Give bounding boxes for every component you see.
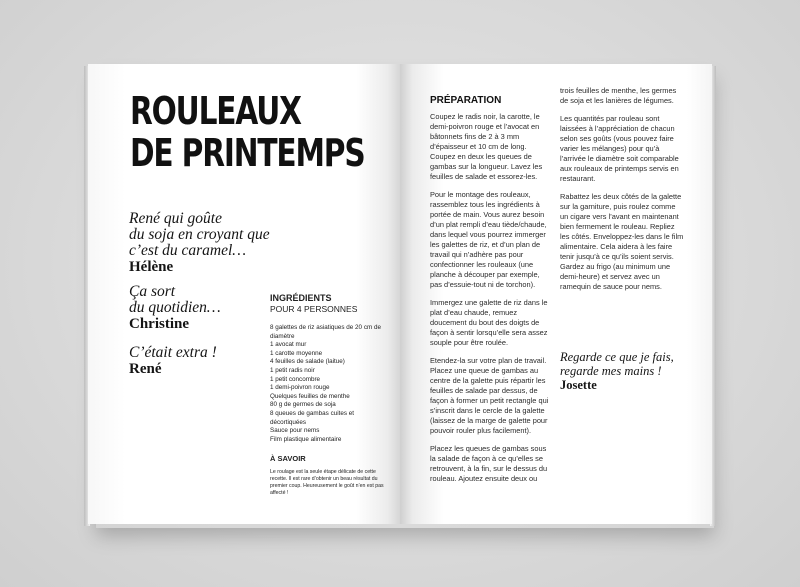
ingredient-item: 1 carotte moyenne (270, 349, 323, 357)
ingredients-heading: INGRÉDIENTS (270, 293, 332, 303)
tip-text: Le roulage est la seule étape délicate de cette recette. Il est rare d’obtenir un beau résultat du premier coup. Heureusement le goût n’en est pas affecté ! (270, 469, 384, 497)
title-line-2: DE PRINTEMPS (130, 131, 365, 175)
preparation-heading: PRÉPARATION (430, 95, 502, 106)
title-line-1: ROULEAUX (130, 89, 301, 133)
preparation-paragraph: Placez les queues de gambas sous la salade de façon à ce qu’elles se retrouvent, à la fin, sur le dessus du rouleau. Ajoutez ensuite deux ou (430, 444, 548, 483)
quote-line: Ça sort (129, 283, 176, 300)
preparation-paragraph: Les quantités par rouleau sont laissées à l’appréciation de chacun selon ses goûts (vous pouvez faire varier les mélanges) pour qu’à l’arrivée le diamètre soit comparable aux rouleaux de printemps servis en restaurant. (560, 114, 679, 183)
ingredient-item: 80 g de germes de soja (270, 401, 336, 409)
quote-author: René (129, 361, 162, 377)
quote-author: Josette (560, 378, 597, 392)
ingredients-servings: POUR 4 PERSONNES (270, 304, 358, 314)
ingredient-item: Quelques feuilles de menthe (270, 392, 350, 400)
ingredient-item: 4 feuilles de salade (laitue) (270, 358, 345, 366)
quote-helene (129, 211, 270, 276)
quote-rene (129, 345, 217, 378)
ingredient-item: 1 avocat mur (270, 341, 307, 349)
preparation-paragraph: Pour le montage des rouleaux, rassemblez tous les ingrédients à portée de main. Vous aurez besoin d’un plat rempli d’eau tiède/chaude, dans lequel vous pourrez immerger les galettes de riz, et d’un plan de travail qui n’adhère pas pour confectionner les rouleaux (une planche à découper par exemple, pas d’essuie-tout ni de torchon). (430, 190, 547, 289)
right-page (400, 64, 712, 524)
preparation-paragraph: Rabattez les deux côtés de la galette sur la garniture, puis roulez comme un cigare vers l’avant en maintenant bien fermement le rouleau. Repliez les côtés. Enveloppez-les dans le film alimentaire. Cela aidera à les faire tenir jusqu’à ce qu’ils soient servis. Gardez au frigo (au minimum une demi-heure) et servez avec un ramequin de sauce pour nems. (560, 192, 684, 291)
preparation-paragraph: Etendez-la sur votre plan de travail. Placez une queue de gambas au centre de la galette puis répartir les feuilles de salade par dessus, de façon à former un petit rectangle qui s’inscrit dans le cercle de la galette (laissez de la marge de galette pour pouvoir rouler plus facilement). (430, 356, 549, 435)
quote-line: Regarde ce que je fais, (560, 350, 674, 364)
preparation-column-1 (430, 112, 550, 492)
preparation-paragraph: Immergez une galette de riz dans le plat d’eau chaude, remuez doucement du bout des doigts de façon à sentir lorsqu’elle sera assez souple pour être roulée. (430, 298, 548, 347)
ingredient-item: Film plastique alimentaire (270, 435, 342, 443)
ingredient-item: Sauce pour nems (270, 427, 320, 435)
quote-line: du soja en croyant que (129, 226, 270, 243)
quote-josette (560, 350, 674, 393)
tip-heading: À SAVOIR (270, 454, 306, 464)
ingredient-item: 1 petit concombre (270, 375, 321, 383)
preparation-column-2 (560, 86, 685, 300)
quote-line: René qui goûte (129, 210, 222, 227)
quote-author: Hélène (129, 259, 174, 275)
preparation-paragraph: trois feuilles de menthe, les germes de soja et les lanières de légumes. (560, 86, 677, 105)
ingredient-item: 8 galettes de riz asiatiques de 20 cm de diamètre (270, 324, 381, 340)
recipe-title (130, 90, 365, 174)
quote-line: C’était extra ! (129, 344, 217, 361)
left-page (88, 64, 400, 524)
quote-line: du quotidien… (129, 299, 221, 316)
ingredient-item: 8 queues de gambas cuites et décortiquées (270, 409, 355, 426)
quote-line: c’est du caramel… (129, 242, 247, 259)
quote-line: regarde mes mains ! (560, 364, 662, 378)
quote-christine (129, 284, 221, 333)
ingredient-item: 1 demi-poivron rouge (270, 384, 330, 392)
quote-author: Christine (129, 316, 189, 332)
preparation-paragraph: Coupez le radis noir, la carotte, le demi-poivron rouge et l’avocat en bâtonnets fins de 2 à 3 mm d’épaisseur et 10 cm de long. Coupez en deux les queues de gambas sur la longueur. Lavez les feuilles de salade et essorez-les. (430, 112, 543, 181)
ingredients-block (270, 293, 385, 497)
ingredient-item: 1 petit radis noir (270, 366, 315, 374)
